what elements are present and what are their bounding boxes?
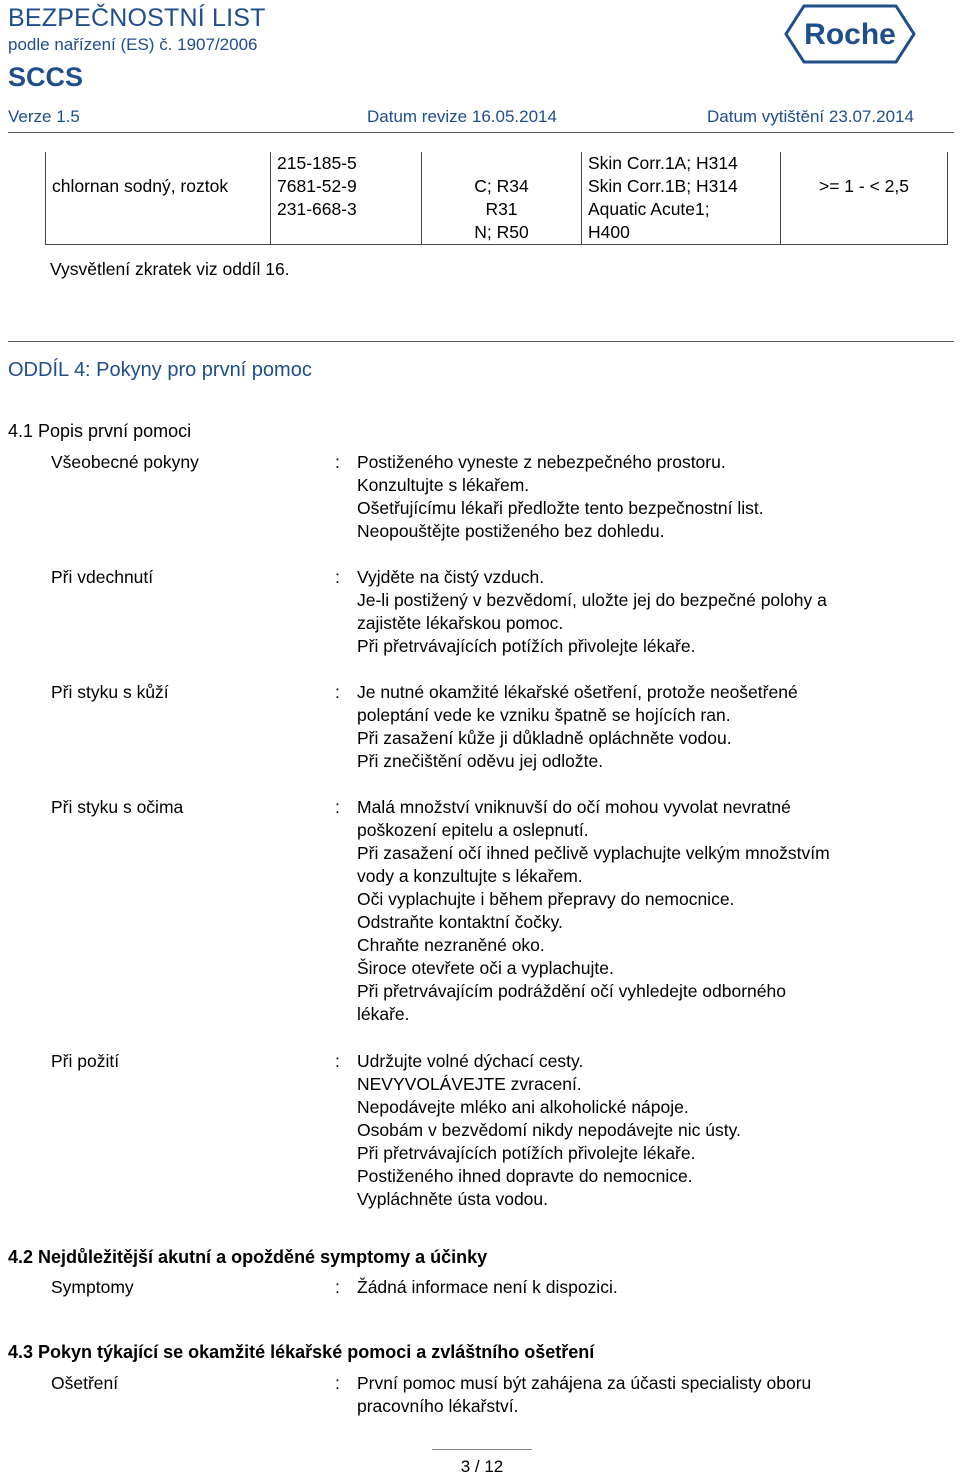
abbreviation-note: Vysvětlení zkratek viz oddíl 16. bbox=[50, 259, 290, 279]
header-divider bbox=[8, 132, 954, 133]
roche-logo bbox=[784, 2, 916, 66]
svg-text:Roche: Roche bbox=[804, 18, 896, 51]
subsection-4-1-title: 4.1 Popis první pomoci bbox=[8, 421, 192, 441]
page-number: 3 / 12 bbox=[432, 1449, 532, 1480]
subsection-4-3-title: 4.3 Pokyn týkající se okamžité lékařské pomoci a zvláštního ošetření bbox=[8, 1342, 595, 1362]
composition-table bbox=[45, 152, 948, 245]
table-row bbox=[46, 152, 948, 245]
section-title: ODDÍL 4: Pokyny pro první pomoc bbox=[8, 359, 312, 381]
subsection-4-2-title: 4.2 Nejdůležitější akutní a opožděné symptomy a účinky bbox=[8, 1247, 488, 1267]
product-code: SCCS bbox=[8, 62, 84, 92]
substance-name-cell: chlornan sodný, roztok bbox=[46, 152, 271, 245]
version-label: Verze 1.5 bbox=[8, 107, 80, 126]
revision-date: Datum revize 16.05.2014 bbox=[367, 107, 557, 126]
print-date: Datum vytištění 23.07.2014 bbox=[707, 107, 914, 126]
id-numbers-cell: 215-185-5 7681-52-9 231-668-3 bbox=[271, 152, 422, 245]
clp-classification-cell: Skin Corr.1A; H314 Skin Corr.1B; H314 Aquatic Acute1; H400 bbox=[582, 152, 781, 245]
document-title: BEZPEČNOSTNÍ LIST bbox=[8, 4, 266, 32]
dsd-classification-cell: C; R34 R31 N; R50 bbox=[422, 152, 582, 245]
regulation-subtitle: podle nařízení (ES) č. 1907/2006 bbox=[8, 35, 258, 54]
section-divider bbox=[8, 341, 954, 342]
concentration-cell: >= 1 - < 2,5 bbox=[781, 152, 948, 245]
